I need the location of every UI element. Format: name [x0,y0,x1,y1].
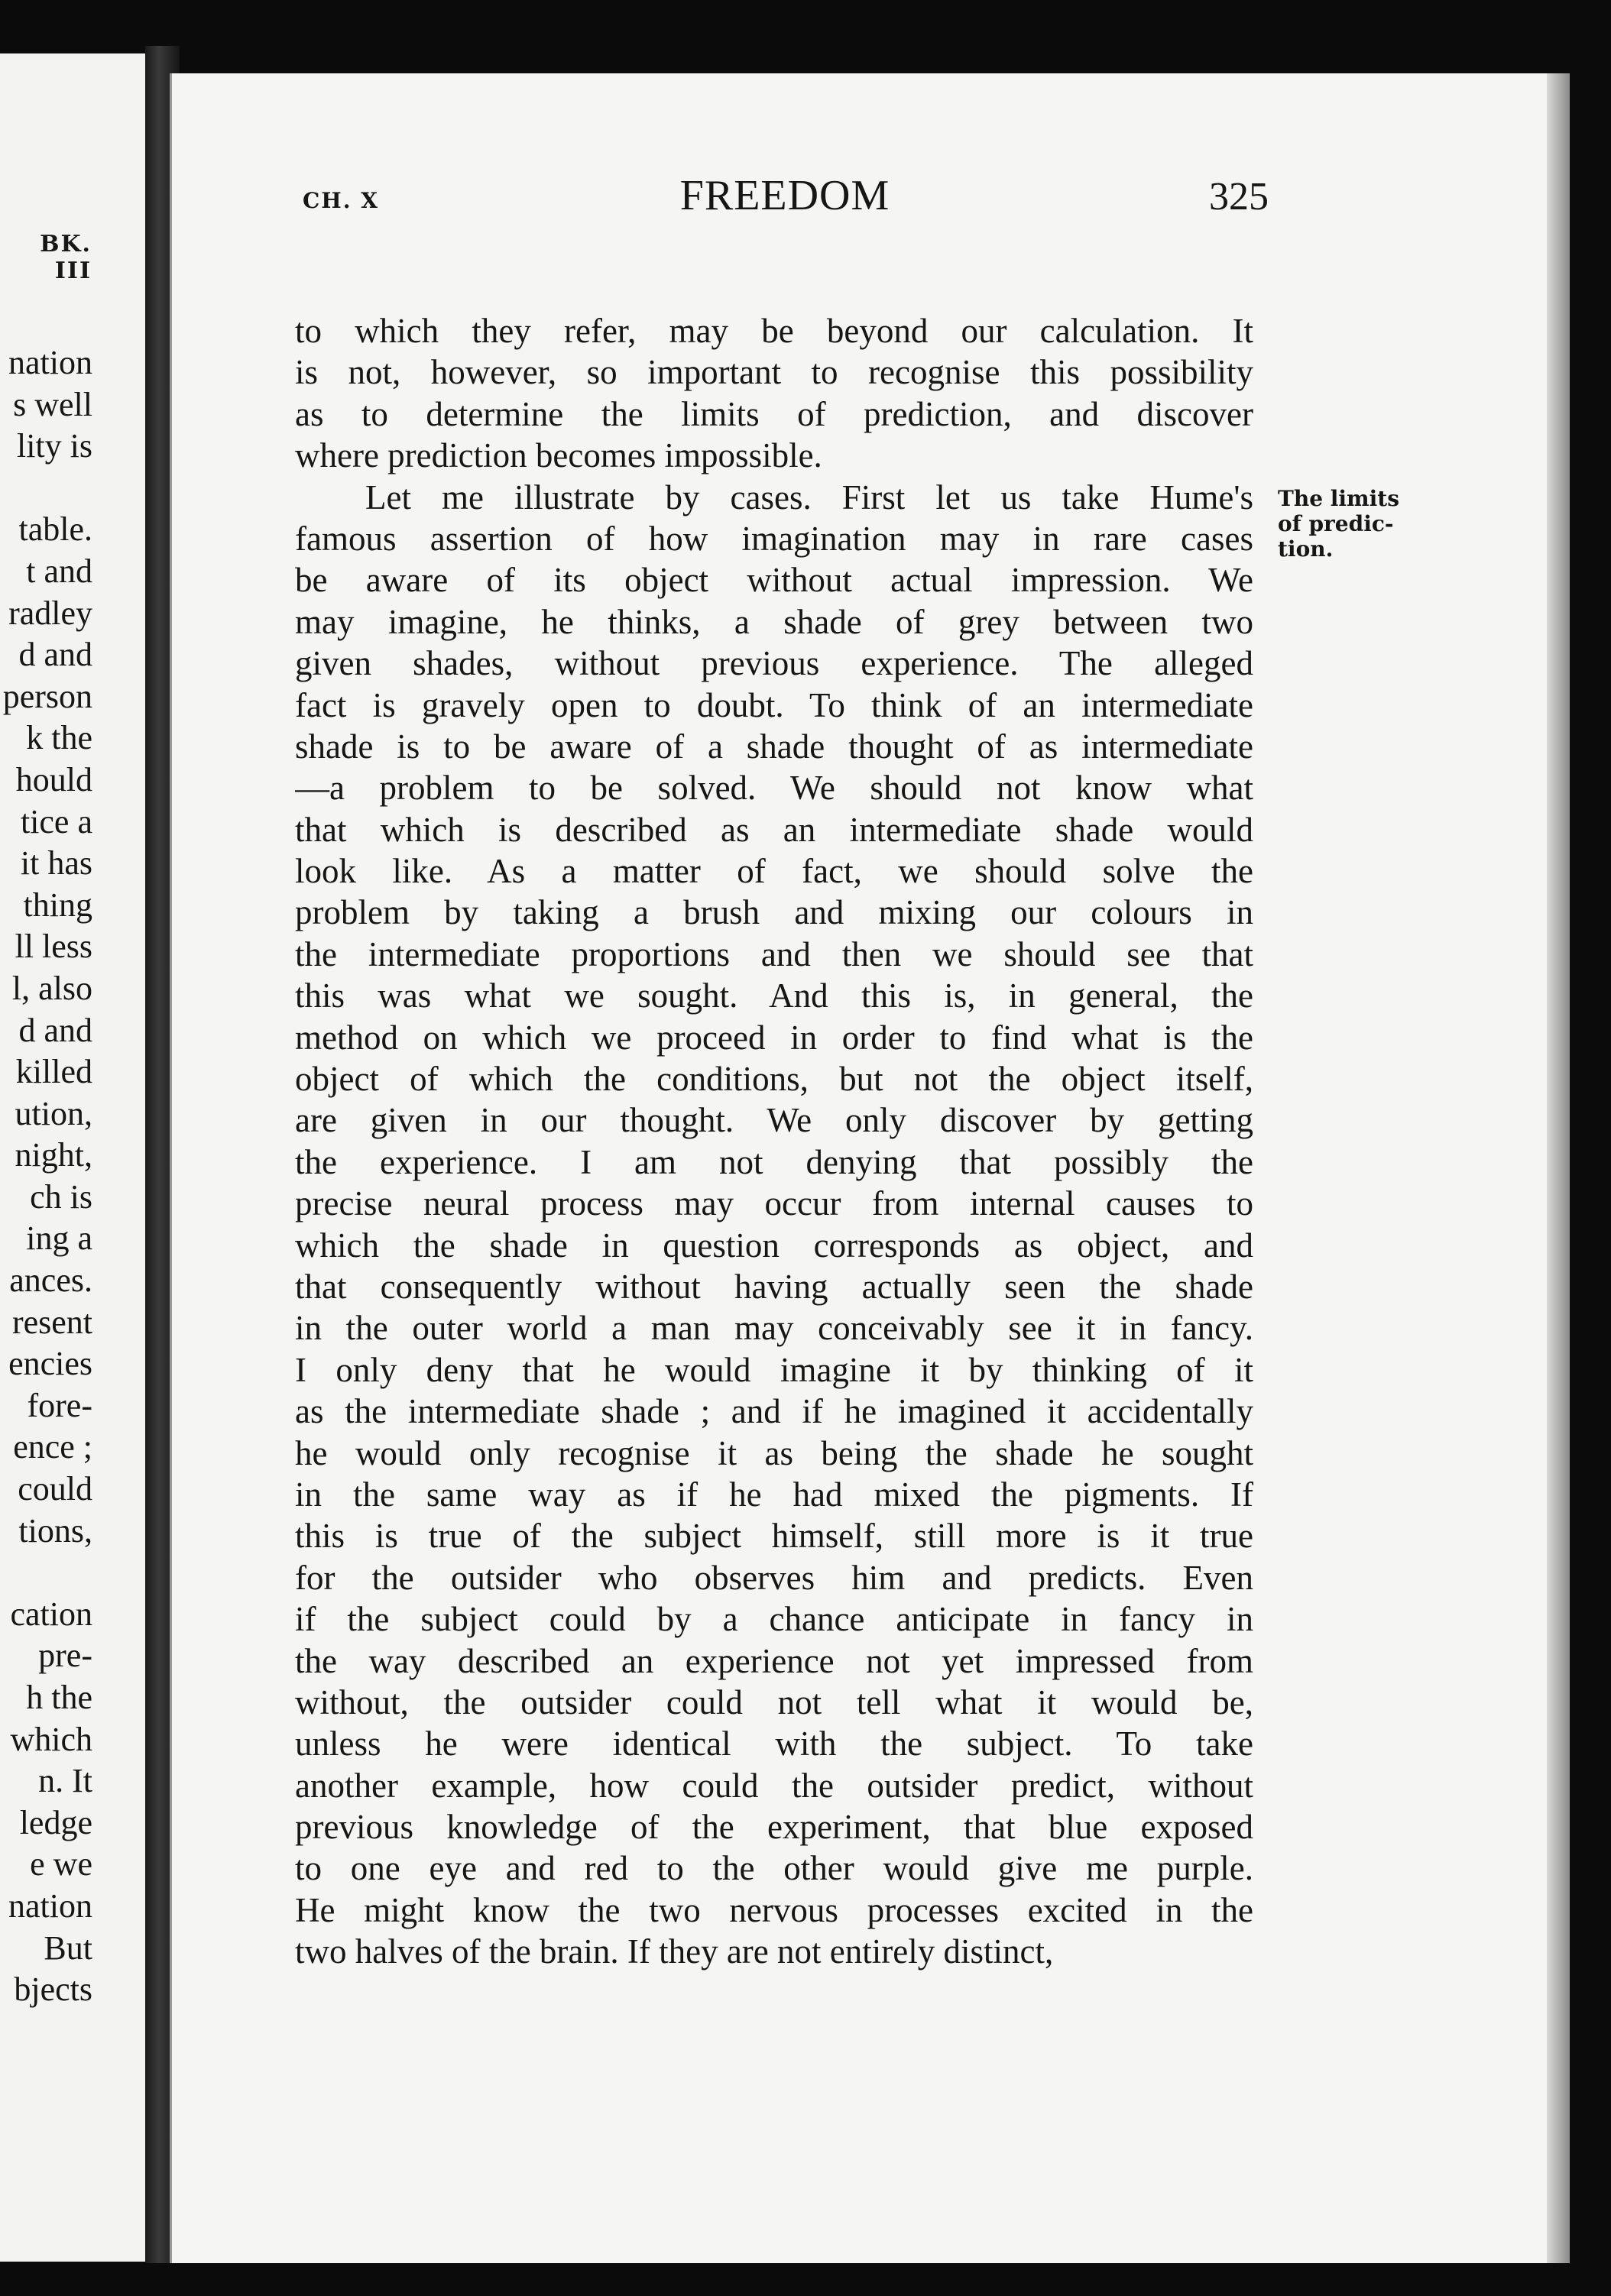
text-line: that which is described as an intermediate shade would [295,810,1253,849]
left-page-line: resent [11,1303,92,1341]
left-page-line: person [2,677,92,715]
text-line: object of which the conditions, but not the object itself, [295,1060,1253,1099]
left-page-line: lity is [16,427,92,465]
text-line: Let me illustrate by cases. First let us take Hume's [365,478,1253,517]
left-page-line: bjects [14,1971,92,2009]
left-page-line: ution, [15,1094,92,1132]
left-page-line: night, [15,1136,92,1174]
text-line: to which they refer, may be beyond our calculation. It [295,312,1253,350]
text-line: this is true of the subject himself, still more is it true [295,1517,1253,1556]
text-line: previous knowledge of the experiment, that blue exposed [295,1808,1253,1847]
text-line: the way described an experience not yet impressed from [295,1641,1253,1680]
left-page-line: hould [15,760,92,798]
text-line: He might know the two nervous processes excited in the [295,1890,1253,1929]
text-line: given shades, without previous experience. The alleged [295,644,1253,683]
left-page-line: h the [26,1679,92,1716]
text-line: —a problem to be solved. We should not know what [295,769,1253,808]
left-page-line [0,1552,92,1594]
text-line: fact is gravely open to doubt. To think of an intermediate [295,685,1253,724]
left-page-line: ch is [30,1177,92,1216]
left-page-line: l, also [11,969,92,1007]
left-page-text [0,342,92,2011]
text-line: if the subject could by a chance anticipate in fancy in [295,1600,1253,1639]
left-page-line: ledge [19,1803,92,1841]
left-page-header: BK. III [40,231,92,284]
marginal-note-line: of predic- [1278,511,1394,536]
text-line: look like. As a matter of fact, we should solve the [295,852,1253,891]
left-page-line: d and [18,636,92,674]
page-title: FREEDOM [679,172,890,219]
text-line: may imagine, he thinks, a shade of grey between two [295,602,1253,641]
left-page-line: table. [18,510,92,549]
left-page-line: it has [20,844,92,882]
text-line: as the intermediate shade ; and if he imagined it accidentally [295,1392,1253,1431]
body-text [295,310,1253,1973]
text-line: in the outer world a man may conceivably see it in fancy. [295,1309,1253,1348]
left-page-line: fore- [27,1386,92,1424]
text-line: without, the outsider could not tell what it would be, [295,1682,1253,1721]
left-page-line: d and [18,1011,92,1049]
left-page-line: ing a [26,1219,92,1258]
text-line: precise neural process may occur from internal causes to [295,1184,1253,1223]
left-page-line: nation [8,344,92,381]
text-line: in the same way as if he had mixed the pigments. If [295,1475,1253,1514]
left-page-line: s well [13,385,92,423]
text-line: shade is to be aware of a shade thought of as intermediate [295,727,1253,766]
text-line: are given in our thought. We only discover by getting [295,1101,1253,1140]
text-line: this was what we sought. And this is, in general, the [295,976,1253,1015]
text-line: another example, how could the outsider predict, without [295,1766,1253,1805]
left-page-line: But [44,1928,92,1967]
text-line: two halves of the brain. If they are not entirely distinct, [295,1932,1054,1971]
left-page-line: killed [15,1053,92,1091]
left-page-line: cation [10,1595,92,1633]
left-page-line: e we [30,1845,92,1883]
text-line: is not, however, so important to recognise this possibility [295,353,1253,392]
chapter-label: CH. X [303,188,379,213]
marginal-note [1278,486,1400,562]
text-line: he would only recognise it as being the shade he sought [295,1433,1253,1472]
left-page-line: t and [26,552,92,590]
left-page-line: which [10,1720,92,1758]
left-page-line: ence ; [13,1428,92,1466]
text-line: famous assertion of how imagination may in rare cases [295,519,1253,558]
left-page-line: ll less [15,928,92,966]
marginal-note-line: The limits [1278,486,1399,511]
page-edge [1547,73,1570,2263]
left-page-line: n. It [38,1762,92,1800]
text-line: the intermediate proportions and then we should see that [295,934,1253,973]
bottom-edge [0,2263,1611,2296]
text-line: which the shade in question corresponds as object, and [295,1226,1253,1265]
text-line: be aware of its object without actual impression. We [295,561,1253,600]
left-page-line [0,468,92,510]
text-line: method on which we proceed in order to find what is the [295,1018,1253,1057]
left-page-line: could [18,1470,92,1508]
left-page [0,53,157,2262]
text-line: as to determine the limits of prediction, and discover [295,394,1253,433]
left-page-line: k the [26,719,92,757]
left-page-line: radley [8,594,92,632]
text-line: that consequently without having actually seen the shade [295,1267,1253,1306]
marginal-note-line: tion. [1278,536,1334,562]
left-page-line: pre- [38,1637,92,1675]
left-page-line: tice a [20,802,92,840]
text-line: to one eye and red to the other would give me purple. [295,1849,1253,1888]
left-page-line: encies [8,1345,92,1383]
text-line: where prediction becomes impossible. [295,436,822,475]
text-line: I only deny that he would imagine it by thinking of it [295,1350,1253,1389]
text-line: problem by taking a brush and mixing our colours in [295,893,1253,932]
text-line: for the outsider who observes him and predicts. Even [295,1558,1253,1597]
page-number: 325 [1209,175,1269,219]
text-line: the experience. I am not denying that possibly the [295,1142,1253,1181]
text-line: unless he were identical with the subject. To take [295,1724,1253,1763]
left-page-line: ances. [9,1261,92,1300]
left-page-line: nation [8,1886,92,1925]
running-head [295,167,1275,220]
left-page-line: tions, [18,1511,92,1550]
left-page-line: thing [23,886,92,924]
